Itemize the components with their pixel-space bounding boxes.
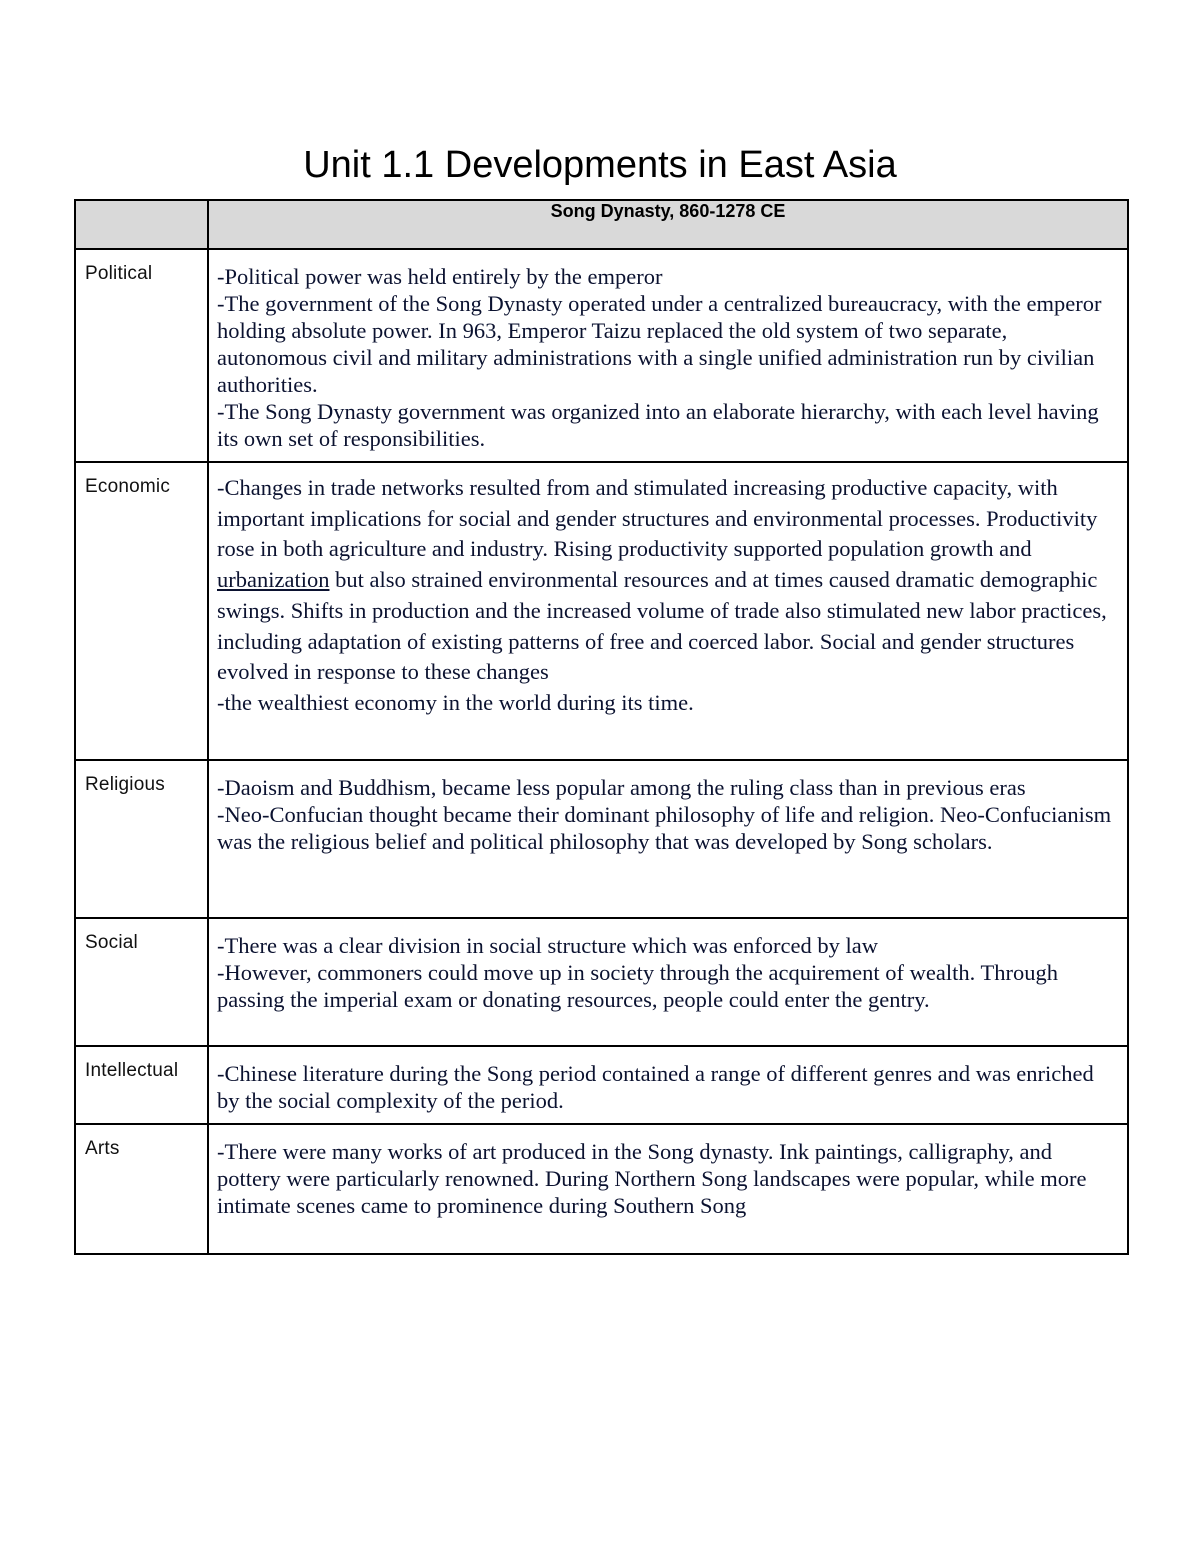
paragraph: -Chinese literature during the Song period contained a range of different genres and was enriched by the social complexity of the period. — [217, 1061, 1094, 1113]
paragraph: -Neo-Confucian thought became their dominant philosophy of life and religion. Neo-Confucianism was the religious belief and political philosophy that was developed by Song scholars. — [217, 802, 1112, 854]
paragraph: -There was a clear division in social structure which was enforced by law — [217, 933, 879, 958]
table-row-social — [75, 918, 1128, 1046]
paragraph: -The government of the Song Dynasty operated under a centralized bureaucracy, with the emperor holding absolute power. In 963, Emperor Taizu replaced the old system of two separate, autonomous civil and military administrations with a single unified administration run by civilian authorities. — [217, 291, 1102, 397]
text-run: -Changes in trade networks resulted from and stimulated increasing productive capacity, with important implications for social and gender structures and environmental processes. Productivity rose in both agriculture and industry. Rising productivity supported population growth and — [217, 475, 1098, 562]
table-row-economic — [75, 462, 1128, 760]
category-cell-arts: Arts — [75, 1124, 208, 1254]
table-row-arts — [75, 1124, 1128, 1254]
category-cell-political: Political — [75, 249, 208, 462]
paragraph: -Daoism and Buddhism, became less popular among the ruling class than in previous eras — [217, 775, 1026, 800]
paragraph — [217, 473, 1119, 688]
content-cell-social — [208, 918, 1128, 1046]
text-run: but also strained environmental resources and at times caused dramatic demographic swings. Shifts in production and the increased volume of trade also stimulated new labor practices, including adaptation of existing patterns of free and coerced labor. Social and gender structures evolved in response to these changes — [217, 567, 1107, 685]
content-cell-arts — [208, 1124, 1128, 1254]
category-cell-intellectual: Intellectual — [75, 1046, 208, 1124]
paragraph: -The Song Dynasty government was organized into an elaborate hierarchy, with each level having its own set of responsibilities. — [217, 399, 1099, 451]
category-cell-economic: Economic — [75, 462, 208, 760]
page-title: Unit 1.1 Developments in East Asia — [303, 144, 897, 186]
header-corner-cell — [75, 200, 208, 249]
table-row-religious — [75, 760, 1128, 918]
developments-table — [74, 199, 1129, 1255]
content-cell-political — [208, 249, 1128, 462]
paragraph: -the wealthiest economy in the world during its time. — [217, 689, 694, 715]
table-header-row — [75, 200, 1128, 249]
header-column-cell: Song Dynasty, 860-1278 CE — [208, 200, 1128, 249]
paragraph: -Political power was held entirely by the emperor — [217, 264, 663, 289]
category-cell-religious: Religious — [75, 760, 208, 918]
paragraph: -However, commoners could move up in society through the acquirement of wealth. Through passing the imperial exam or donating resources, people could enter the gentry. — [217, 960, 1058, 1012]
urbanization-link[interactable]: urbanization — [217, 567, 330, 593]
content-cell-economic — [208, 462, 1128, 760]
table-row-intellectual — [75, 1046, 1128, 1124]
category-cell-social: Social — [75, 918, 208, 1046]
content-cell-religious — [208, 760, 1128, 918]
table-row-political — [75, 249, 1128, 462]
content-cell-intellectual — [208, 1046, 1128, 1124]
paragraph: -There were many works of art produced in the Song dynasty. Ink paintings, calligraphy, and pottery were particularly renowned. During Northern Song landscapes were popular, while more intimate scenes came to prominence during Southern Song — [217, 1139, 1087, 1218]
